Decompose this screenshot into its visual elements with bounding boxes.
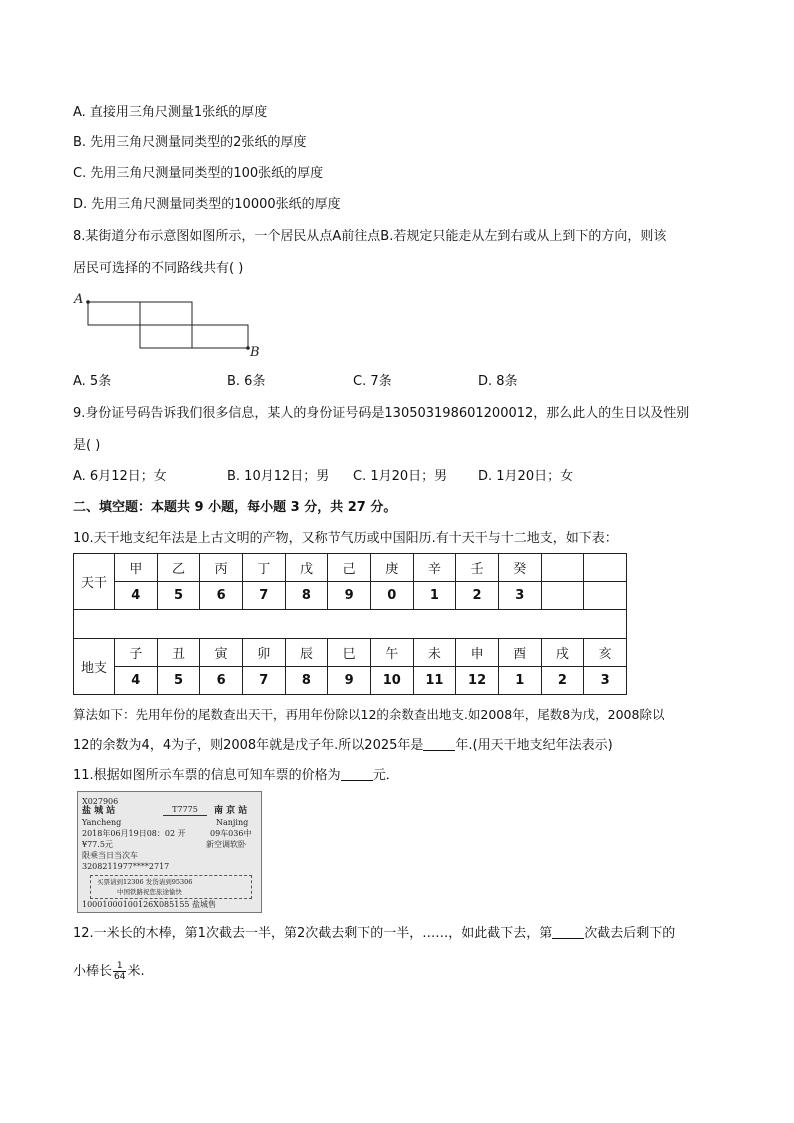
- dizhi-num-cell: 9: [328, 667, 371, 695]
- q10-algo-line1: 算法如下：先用年份的尾数查出天干，再用年份除以12的余数查出地支.如2008年，尾数8为戊，2008除以: [73, 707, 665, 722]
- ticket-serial: X027906: [82, 797, 119, 806]
- q9-stem-line1: 9.身份证号码告诉我们很多信息，某人的身份证号码是130503198601200012，那么此人的生日以及性别: [73, 406, 690, 421]
- dizhi-cell: 亥: [584, 639, 627, 667]
- grid-cell: [140, 302, 192, 325]
- tiangan-num-cell: 9: [328, 582, 371, 610]
- tiangan-num-cell: 2: [456, 582, 499, 610]
- dizhi-char-row: [74, 639, 627, 667]
- ticket-validity: 限乘当日当次车: [82, 851, 138, 860]
- tiangan-cell: 戊: [285, 554, 328, 582]
- dizhi-num-cell: 1: [498, 667, 541, 695]
- tiangan-cell: 丙: [200, 554, 243, 582]
- q12-line2-text-a: 小棒长: [73, 964, 113, 979]
- dizhi-cell: 辰: [285, 639, 328, 667]
- q7-option-b: B. 先用三角尺测量同类型的2张纸的厚度: [73, 135, 307, 150]
- ticket-from-pinyin: Yancheng: [82, 818, 122, 827]
- q10-algo-text-a: 12的余数为4，4为子，则2008年就是戊子年.所以2025年是: [73, 738, 424, 753]
- dizhi-label: 地支: [74, 639, 115, 695]
- ticket-class: 新空调软卧: [206, 840, 246, 849]
- dizhi-cell: 子: [115, 639, 158, 667]
- dizhi-num-cell: 6: [200, 667, 243, 695]
- tiangan-cell: 辛: [413, 554, 456, 582]
- section-heading: 二、填空题：本题共 9 小题，每小题 3 分，共 27 分。: [73, 500, 397, 515]
- point-b-label: B: [250, 345, 260, 360]
- tiangan-cell: 丁: [242, 554, 285, 582]
- grid-cell: [88, 302, 140, 325]
- q12-text-b: 次截去后剩下的: [584, 926, 676, 941]
- dizhi-cell: 戌: [541, 639, 584, 667]
- dizhi-num-cell: 10: [370, 667, 413, 695]
- dizhi-cell: 酉: [498, 639, 541, 667]
- dizhi-num-cell: 12: [456, 667, 499, 695]
- q9-option-c: C. 1月20日；男: [353, 469, 448, 484]
- fraction-numerator: 1: [113, 961, 126, 972]
- q10-algo-line2: [73, 736, 613, 755]
- q10-intro: 10.天干地支纪年法是上古文明的产物，又称节气历或中国阳历.有十天干与十二地支，如下表：: [73, 531, 618, 546]
- answer-blank[interactable]: [341, 766, 373, 781]
- dizhi-num-cell: 4: [115, 667, 158, 695]
- dizhi-num-cell: 5: [157, 667, 200, 695]
- dizhi-cell: 丑: [157, 639, 200, 667]
- q8-stem-line1: 8.某街道分布示意图如图所示，一个居民从点A前往点B.若规定只能走从左到右或从上到下的方向，则该: [73, 229, 667, 244]
- grid-cell: [140, 325, 192, 348]
- tiangan-label: 天干: [74, 554, 115, 610]
- tiangan-num-cell: 6: [200, 582, 243, 610]
- q12-stem-line1: [73, 924, 675, 943]
- ticket-notice-box: [90, 875, 252, 899]
- tiangan-num-row: [74, 582, 627, 610]
- tiangan-num-cell: [584, 582, 627, 610]
- tiangan-num-cell: 3: [498, 582, 541, 610]
- dizhi-cell: 巳: [328, 639, 371, 667]
- fraction: [113, 961, 126, 982]
- tiangan-num-cell: 5: [157, 582, 200, 610]
- q8-option-b: B. 6条: [227, 374, 266, 389]
- q11-text-b: 元．: [372, 768, 399, 783]
- table-spacer-cell: [74, 610, 627, 639]
- point-a-label: A: [74, 292, 84, 307]
- tiangan-cell: 乙: [157, 554, 200, 582]
- tiangan-num-cell: 4: [115, 582, 158, 610]
- q11-stem: [73, 766, 399, 785]
- tiangan-cell: [541, 554, 584, 582]
- q8-option-a: A. 5条: [73, 374, 112, 389]
- tiangan-cell: 庚: [370, 554, 413, 582]
- point-a-marker: [86, 300, 90, 304]
- ticket-to-station: 南 京 站: [214, 806, 248, 816]
- q12-stem-line2: [73, 960, 145, 984]
- ticket-footer: 10001000100126X085155 盐城售: [82, 900, 217, 909]
- dizhi-cell: 寅: [200, 639, 243, 667]
- grid-cell: [192, 325, 248, 348]
- dizhi-num-cell: 3: [584, 667, 627, 695]
- dizhi-num-cell: 11: [413, 667, 456, 695]
- tiangan-char-row: [74, 554, 627, 582]
- ticket-notice-line1: 买票请到12306 发货请到95306: [97, 878, 193, 886]
- q8-option-c: C. 7条: [353, 374, 392, 389]
- tiangan-num-cell: 1: [413, 582, 456, 610]
- table-spacer-row: [74, 610, 627, 639]
- tiangan-num-cell: 8: [285, 582, 328, 610]
- q9-option-b: B. 10月12日；男: [227, 469, 330, 484]
- q7-option-d: D. 先用三角尺测量同类型的10000张纸的厚度: [73, 197, 341, 212]
- tiangan-cell: 己: [328, 554, 371, 582]
- dizhi-cell: 卯: [242, 639, 285, 667]
- ticket-price: ¥77.5元: [82, 840, 113, 849]
- q7-option-c: C. 先用三角尺测量同类型的100张纸的厚度: [73, 166, 324, 181]
- tiangan-cell: [584, 554, 627, 582]
- q10-algo-text-b: 年.(用天干地支纪年法表示): [455, 738, 613, 753]
- q11-text-a: 11.根据如图所示车票的信息可知车票的价格为: [73, 768, 341, 783]
- dizhi-num-cell: 2: [541, 667, 584, 695]
- ticket-train-number: T7775: [163, 805, 207, 816]
- ticket-id-number: 3208211977****2717: [82, 862, 170, 871]
- q9-stem-line2: 是( ): [73, 438, 101, 453]
- ticket-seat: 09车036中: [210, 829, 252, 838]
- dizhi-cell: 午: [370, 639, 413, 667]
- tiangan-cell: 壬: [456, 554, 499, 582]
- tiangan-cell: 癸: [498, 554, 541, 582]
- tiangan-num-cell: 0: [370, 582, 413, 610]
- ticket-to-pinyin: Nanjing: [216, 818, 249, 827]
- answer-blank[interactable]: [423, 736, 455, 751]
- dizhi-cell: 未: [413, 639, 456, 667]
- q12-text-a: 12.一米长的木棒，第1次截去一半，第2次截去剩下的一半，……，如此截下去，第: [73, 926, 553, 941]
- fraction-denominator: 64: [114, 972, 126, 982]
- q8-stem-line2: 居民可选择的不同路线共有( ): [73, 261, 244, 276]
- q12-line2-text-b: 米.: [127, 964, 145, 979]
- ticket-datetime: 2018年06月19日08：02 开: [82, 829, 186, 838]
- tiangan-num-cell: [541, 582, 584, 610]
- tiangan-cell: 甲: [115, 554, 158, 582]
- dizhi-cell: 申: [456, 639, 499, 667]
- dizhi-num-cell: 7: [242, 667, 285, 695]
- dizhi-num-cell: 8: [285, 667, 328, 695]
- ticket-notice-line2: 中国铁路祝您旅途愉快: [117, 888, 182, 896]
- answer-blank[interactable]: [552, 924, 584, 939]
- dizhi-num-row: [74, 667, 627, 695]
- street-grid-diagram: [70, 286, 270, 360]
- q9-option-a: A. 6月12日；女: [73, 469, 167, 484]
- train-ticket-image: [77, 791, 262, 913]
- ticket-from-station: 盐 城 站: [82, 806, 116, 816]
- tiangan-num-cell: 7: [242, 582, 285, 610]
- q9-option-d: D. 1月20日；女: [478, 469, 574, 484]
- ganzhi-table: [73, 553, 627, 695]
- q8-option-d: D. 8条: [478, 374, 518, 389]
- q7-option-a: A. 直接用三角尺测量1张纸的厚度: [73, 105, 268, 120]
